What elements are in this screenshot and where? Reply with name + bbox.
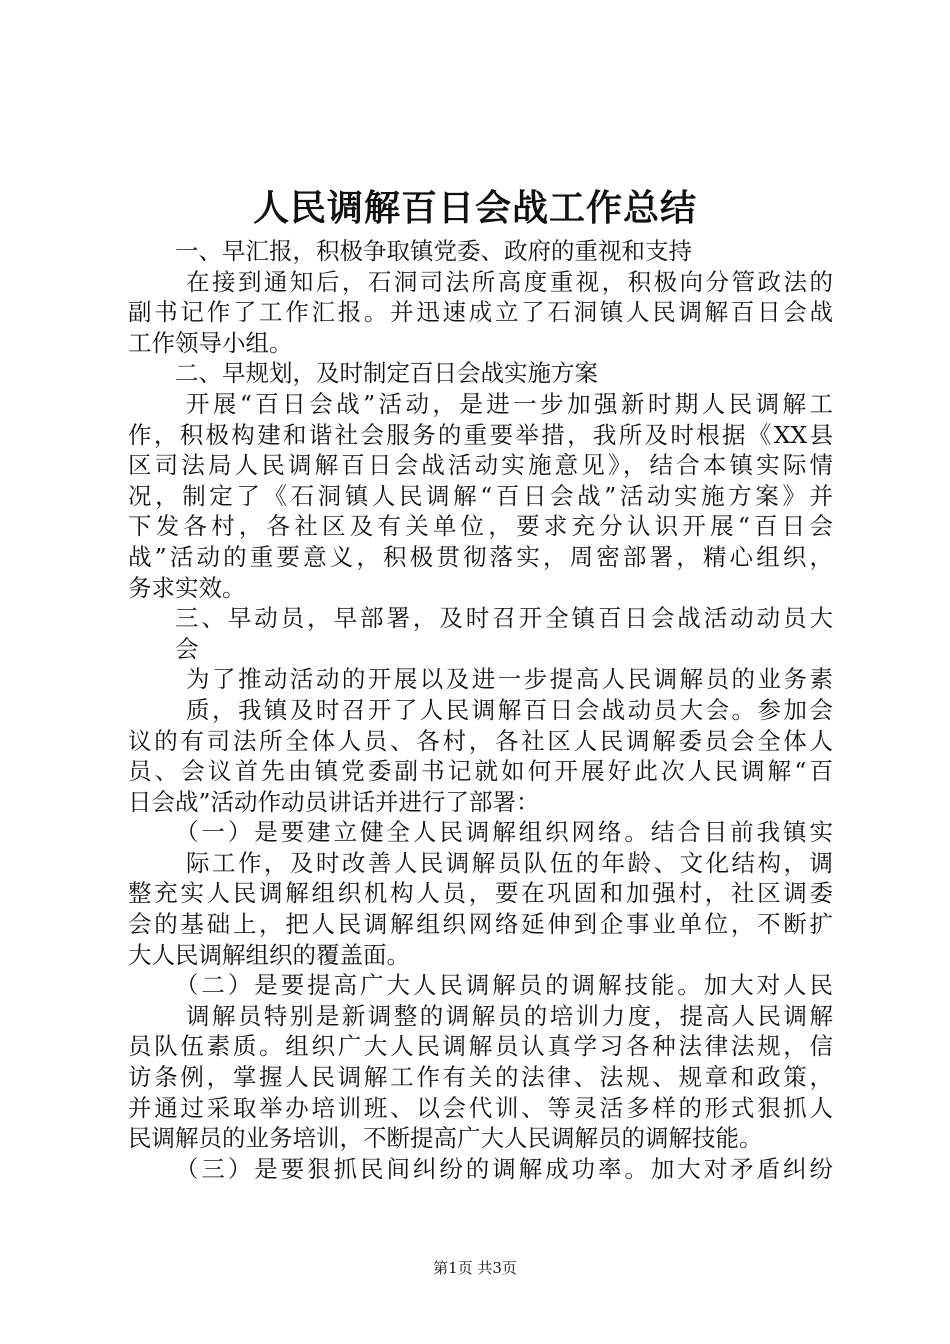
section-heading-1: 一、早汇报，积极争取镇党委、政府的重视和支持 — [175, 237, 692, 265]
paragraph-line: 况，制定了《石洞镇人民调解“百日会战”活动实施方案》并 — [128, 481, 833, 510]
paragraph-line: 并通过采取举办培训班、以会代训、等灵活多样的形式狠抓人 — [128, 1093, 833, 1122]
paragraph-line: 工作领导小组。 — [128, 328, 293, 357]
paragraph-line: 大人民调解组织的覆盖面。 — [128, 940, 410, 969]
paragraph-line: 整充实人民调解组织机构人员，要在巩固和加强村，社区调委 — [128, 879, 833, 908]
paragraph-line: 调解员特别是新调整的调解员的培训力度，提高人民调解 — [186, 1001, 833, 1030]
section-heading-3-cont: 会 — [175, 634, 199, 663]
section-heading-2: 二、早规划，及时制定百日会战实施方案 — [175, 359, 598, 388]
document-body — [128, 236, 833, 1184]
page-footer: 第1页 共3页 — [433, 1259, 517, 1277]
paragraph-line: 下发各村，各社区及有关单位，要求充分认识开展“百日会 — [128, 512, 833, 541]
subsection-heading-1: （一）是要建立健全人民调解组织网络。结合目前我镇实 — [175, 818, 833, 847]
paragraph-line: 员、会议首先由镇党委副书记就如何开展好此次人民调解“百 — [128, 757, 833, 786]
paragraph-line: 开展“百日会战”活动，是进一步加强新时期人民调解工 — [186, 389, 833, 418]
subsection-heading-2: （二）是要提高广大人民调解员的调解技能。加大对人民 — [175, 971, 833, 1000]
paragraph-line: 在接到通知后，石洞司法所高度重视，积极向分管政法的 — [186, 267, 833, 296]
paragraph-line: 会的基础上，把人民调解组织网络延伸到企事业单位，不断扩 — [128, 910, 833, 939]
paragraph-line: 际工作，及时改善人民调解员队伍的年龄、文化结构，调 — [186, 848, 833, 877]
paragraph-line: 民调解员的业务培训，不断提高广大人民调解员的调解技能。 — [128, 1124, 763, 1153]
section-heading-3: 三、早动员，早部署，及时召开全镇百日会战活动动员大 — [175, 604, 833, 633]
document-title: 人民调解百日会战工作总结 — [252, 187, 697, 229]
paragraph-line: 质，我镇及时召开了人民调解百日会战动员大会。参加会 — [186, 695, 833, 724]
paragraph-line: 作，积极构建和谐社会服务的重要举措，我所及时根据《XX县 — [128, 420, 833, 449]
paragraph-line: 员队伍素质。组织广大人民调解员认真学习各种法律法规，信 — [128, 1032, 833, 1061]
paragraph-line: 为了推动活动的开展以及进一步提高人民调解员的业务素 — [186, 665, 833, 694]
paragraph-line: 议的有司法所全体人员、各村，各社区人民调解委员会全体人 — [128, 726, 833, 755]
paragraph-line: 访条例，掌握人民调解工作有关的法律、法规、规章和政策， — [128, 1063, 833, 1092]
paragraph-line: 副书记作了工作汇报。并迅速成立了石洞镇人民调解百日会战 — [128, 298, 833, 327]
paragraph-line: 战”活动的重要意义，积极贯彻落实，周密部署，精心组织， — [128, 542, 833, 571]
subsection-heading-3: （三）是要狠抓民间纠纷的调解成功率。加大对矛盾纠纷 — [175, 1154, 833, 1183]
paragraph-line: 日会战”活动作动员讲话并进行了部署： — [128, 787, 540, 816]
paragraph-line: 务求实效。 — [128, 573, 246, 602]
paragraph-line: 区司法局人民调解百日会战活动实施意见》，结合本镇实际情 — [128, 451, 833, 480]
